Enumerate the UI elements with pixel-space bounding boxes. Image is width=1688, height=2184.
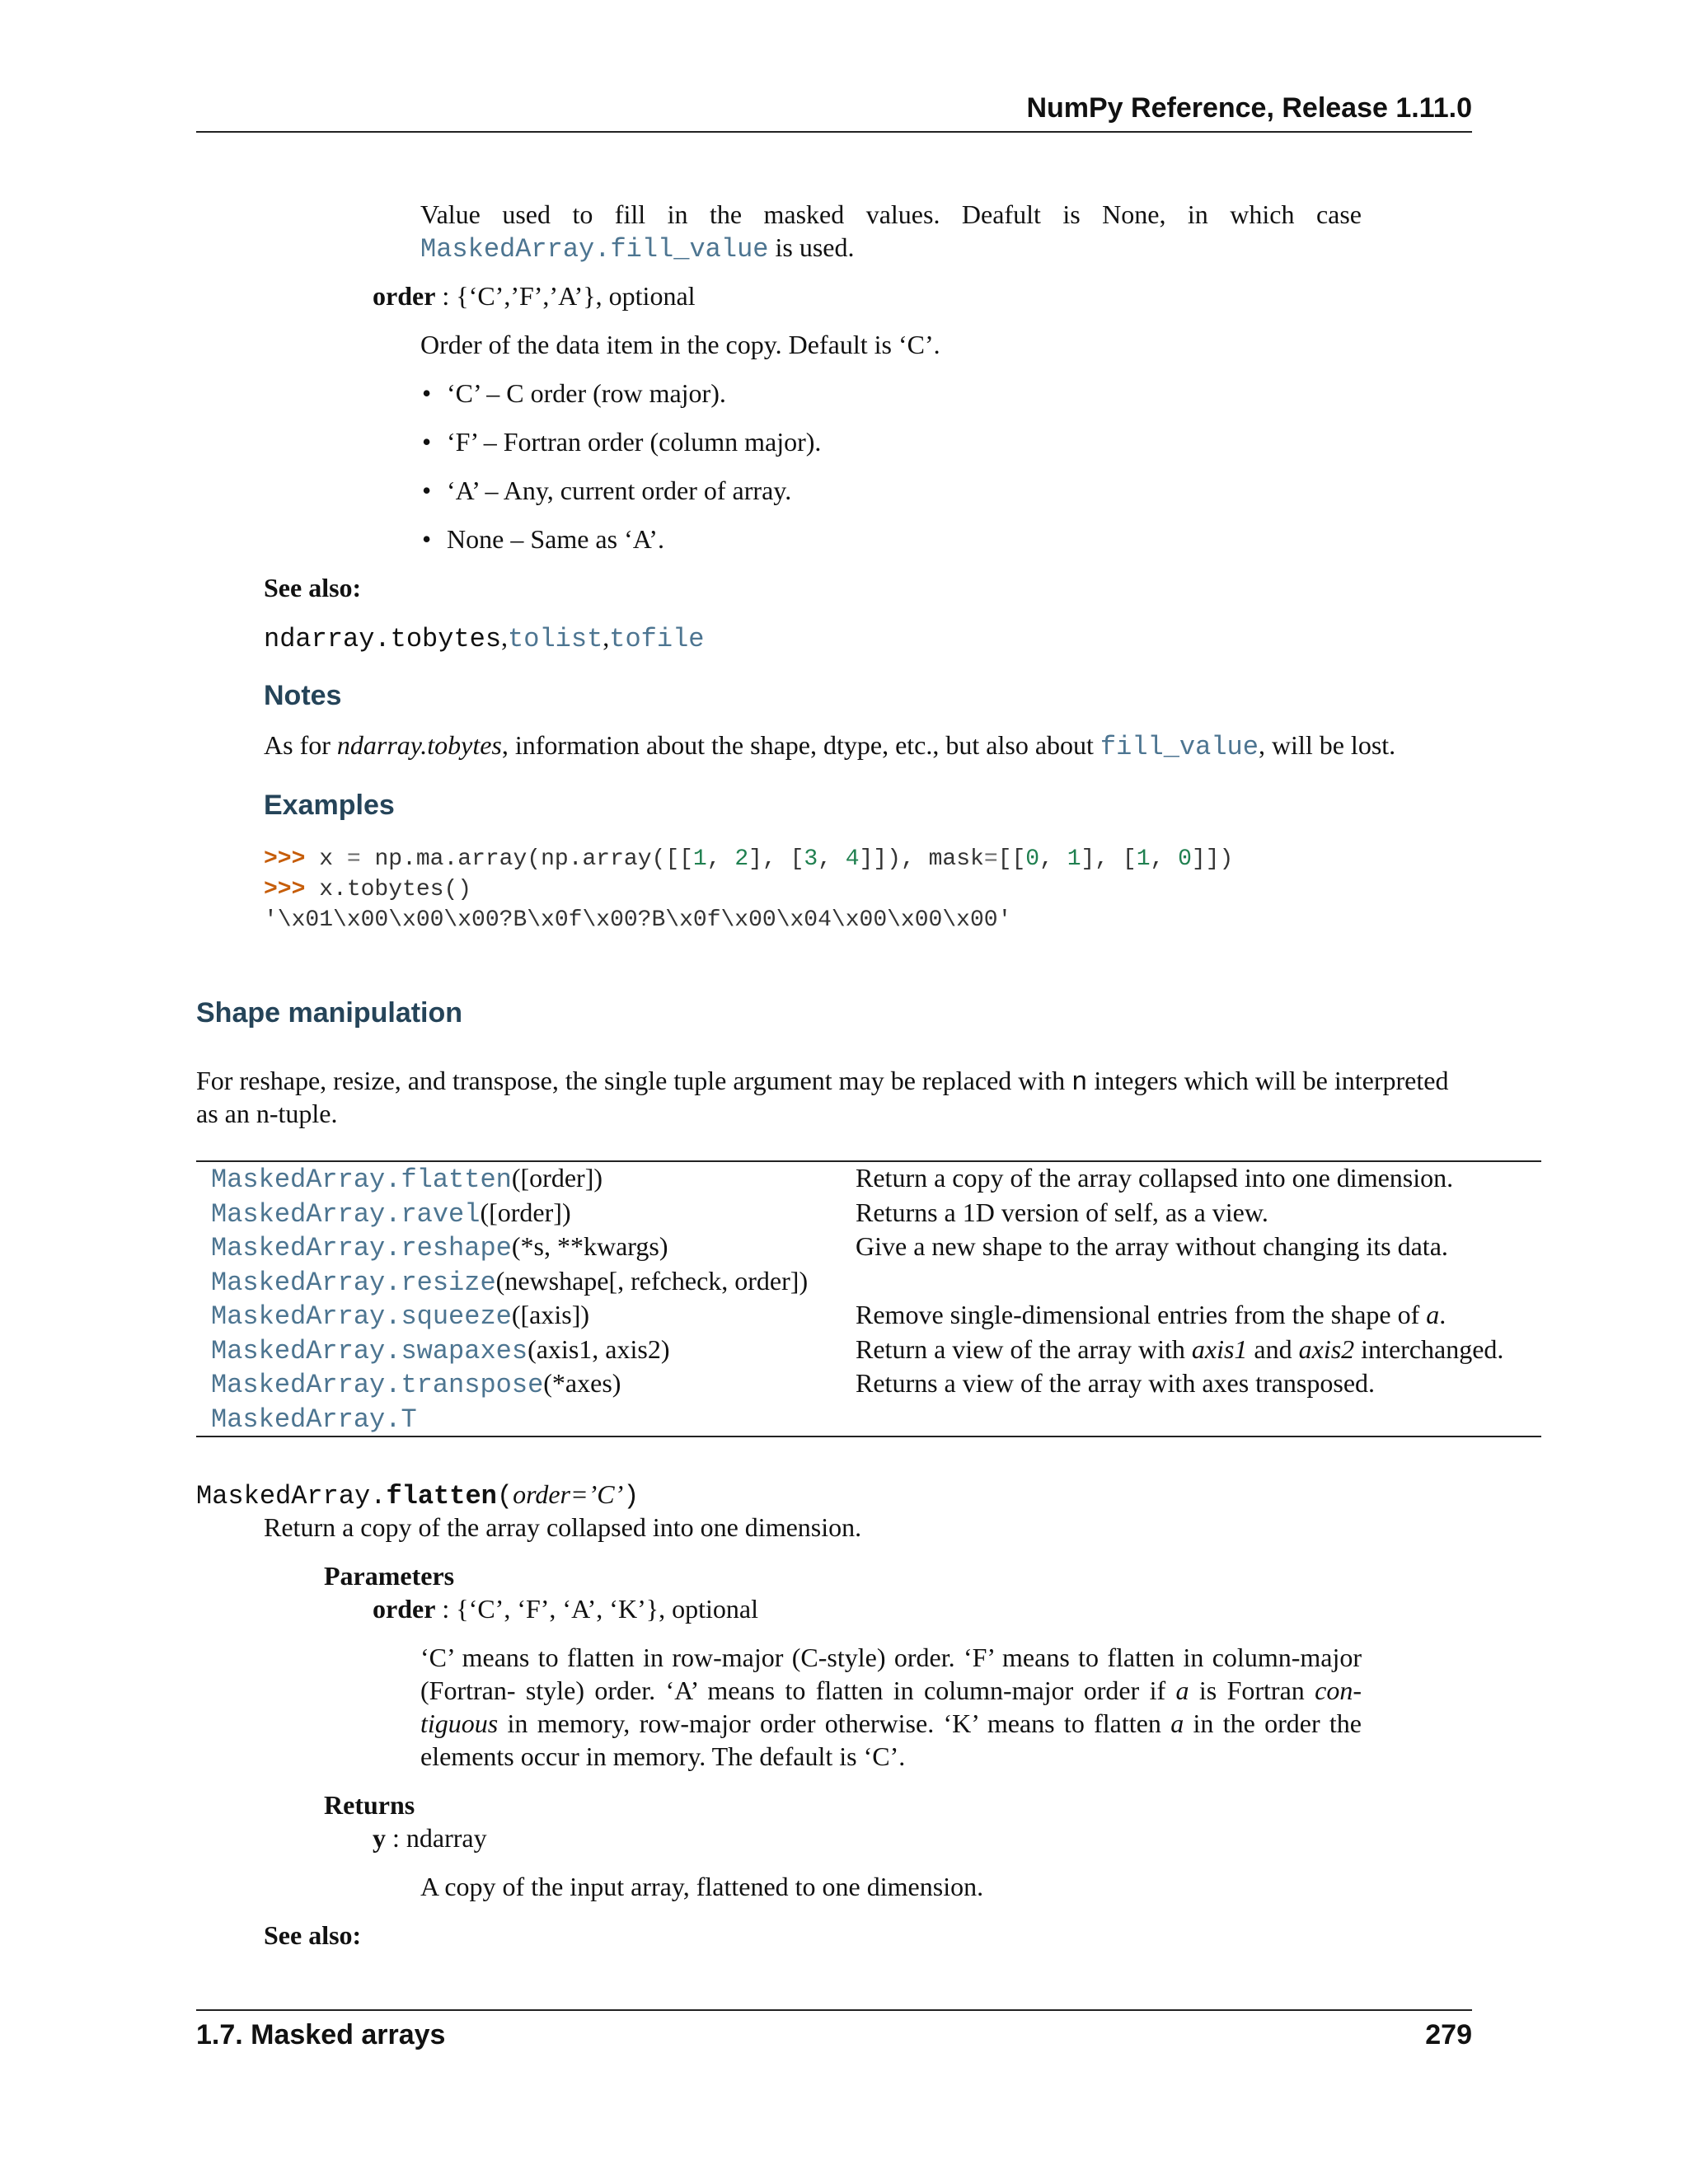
method-description: Returns a 1D version of self, as a view. <box>856 1197 1268 1227</box>
list-item: • None – Same as ‘A’. <box>447 523 664 555</box>
method-description: Returns a view of the array with axes transposed. <box>856 1368 1376 1398</box>
t-attribute-link[interactable]: MaskedArray.T <box>211 1404 417 1435</box>
code-prompt: >>> <box>264 846 306 872</box>
code-prompt: >>> <box>264 877 306 902</box>
flatten-link[interactable]: MaskedArray.flatten <box>211 1165 512 1195</box>
maskedarray-fill-value-link[interactable]: MaskedArray.fill_value <box>420 234 769 265</box>
code-example: >>> x = np.ma.array(np.array([[1, 2], [3, 4]]), mask=[[0, 1], [1, 0]]) >>> x.tobytes() '\x01\x00\x00\x00?B\x0f\x00?B\x0f\x00\x04\x00\x00\x00' <box>264 846 1234 933</box>
method-description: Give a new shape to the array without changing its data. <box>856 1231 1448 1261</box>
shape-intro-line1: For reshape, resize, and transpose, the single tuple argument may be replaced with n integers which will be interpreted <box>196 1066 1449 1098</box>
reshape-link[interactable]: MaskedArray.reshape <box>211 1233 512 1263</box>
table-row <box>196 1402 1541 1437</box>
list-item: • ‘A’ – Any, current order of array. <box>447 474 791 507</box>
fill-value-description-line2: MaskedArray.fill_value is used. <box>420 232 855 265</box>
table-row: MaskedArray.swapaxes(axis1, axis2) Return a view of the array with axis1 and axis2 interchanged. <box>196 1333 1541 1368</box>
flatten-summary: Return a copy of the array collapsed into one dimension. <box>264 1512 862 1542</box>
order-description: Order of the data item in the copy. Default is ‘C’. <box>420 330 940 359</box>
methods-table <box>196 1160 1541 1437</box>
notes-heading: Notes <box>264 680 342 711</box>
fill-value-link[interactable]: fill_value <box>1100 732 1259 762</box>
header-title: NumPy Reference, Release 1.11.0 <box>1026 92 1472 124</box>
method-description: Return a view of the array with axis1 and axis2 interchanged. <box>856 1333 1504 1364</box>
flatten-order-desc-line1: ‘C’ means to flatten in row-major (C-style) order. ‘F’ means to flatten in column-major <box>420 1643 1362 1672</box>
list-item: • ‘F’ – Fortran order (column major). <box>447 425 821 458</box>
table-row: MaskedArray.reshape(*s, **kwargs) Give a new shape to the array without changing its data. <box>196 1230 1541 1265</box>
returns-label: Returns <box>324 1790 415 1820</box>
parameters-label: Parameters <box>324 1561 455 1591</box>
flatten-args: order=’C’ <box>513 1479 624 1509</box>
table-row: MaskedArray.resize(newshape[, refcheck, order]) <box>196 1265 1541 1300</box>
order-parameter <box>373 279 696 312</box>
shape-manipulation-heading: Shape manipulation <box>196 997 463 1029</box>
resize-link[interactable]: MaskedArray.resize <box>211 1267 496 1298</box>
table-row: MaskedArray.squeeze([axis]) Remove single-dimensional entries from the shape of a. <box>196 1299 1541 1333</box>
see-also-label-2: See also: <box>264 1920 362 1950</box>
flatten-order-desc-line2: (Fortran- style) order. ‘A’ means to flatten in column-major order if a is Fortran con- <box>420 1675 1362 1705</box>
table-row: MaskedArray.ravel([order]) Returns a 1D version of self, as a view. <box>196 1197 1541 1231</box>
shape-intro-line2: as an n-tuple. <box>196 1099 338 1128</box>
flatten-name: flatten <box>386 1481 497 1511</box>
method-description <box>856 1402 1541 1437</box>
fill-value-description: Value used to fill in the masked values. Deafult is None, in which case <box>420 199 1362 229</box>
see-also-label: See also: <box>264 573 362 602</box>
tolist-link[interactable]: tolist <box>508 624 603 654</box>
transpose-link[interactable]: MaskedArray.transpose <box>211 1370 544 1400</box>
table-row: MaskedArray.flatten([order]) Return a copy of the array collapsed into one dimension. <box>196 1161 1541 1197</box>
squeeze-link[interactable]: MaskedArray.squeeze <box>211 1301 512 1332</box>
order-param-type: : {‘C’,’F’,’A’}, optional <box>435 281 696 311</box>
table-row: MaskedArray.transpose(*axes) Returns a view of the array with axes transposed. <box>196 1367 1541 1402</box>
tofile-link[interactable]: tofile <box>609 624 705 654</box>
flatten-order-desc-line4: elements occur in memory. The default is ‘C’. <box>420 1741 906 1771</box>
page-number: 279 <box>1425 2019 1472 2050</box>
notes-text: As for ndarray.tobytes, information about the shape, dtype, etc., but also about fill_value, will be lost. <box>264 730 1396 762</box>
method-description: Return a copy of the array collapsed into one dimension. <box>856 1163 1454 1193</box>
ndarray-tobytes-ref: ndarray.tobytes <box>264 624 502 654</box>
swapaxes-link[interactable]: MaskedArray.swapaxes <box>211 1335 528 1366</box>
list-item: • ‘C’ – C order (row major). <box>447 377 726 410</box>
footer-section: 1.7. Masked arrays <box>196 2019 446 2050</box>
flatten-order-parameter: order : {‘C’, ‘F’, ‘A’, ‘K’}, optional <box>373 1594 758 1624</box>
method-description: Remove single-dimensional entries from the shape of a. <box>856 1300 1447 1329</box>
see-also-links: ndarray.tobytes,tolist,tofile <box>264 622 705 654</box>
examples-heading: Examples <box>264 790 395 821</box>
return-description: A copy of the input array, flattened to one dimension. <box>420 1872 984 1901</box>
page-footer <box>196 2009 1472 2051</box>
flatten-order-desc-line3: tiguous in memory, row-major order otherwise. ‘K’ means to flatten a in the order the <box>420 1708 1362 1738</box>
order-param-name: order <box>373 281 436 311</box>
code-output: '\x01\x00\x00\x00?B\x0f\x00?B\x0f\x00\x04\x00\x00\x00' <box>264 907 1012 933</box>
ravel-link[interactable]: MaskedArray.ravel <box>211 1198 481 1230</box>
page-header <box>196 92 1472 133</box>
method-description <box>856 1265 1541 1300</box>
flatten-signature: MaskedArray.flatten(order=’C’) <box>196 1479 640 1511</box>
return-value: y : ndarray <box>373 1823 487 1853</box>
